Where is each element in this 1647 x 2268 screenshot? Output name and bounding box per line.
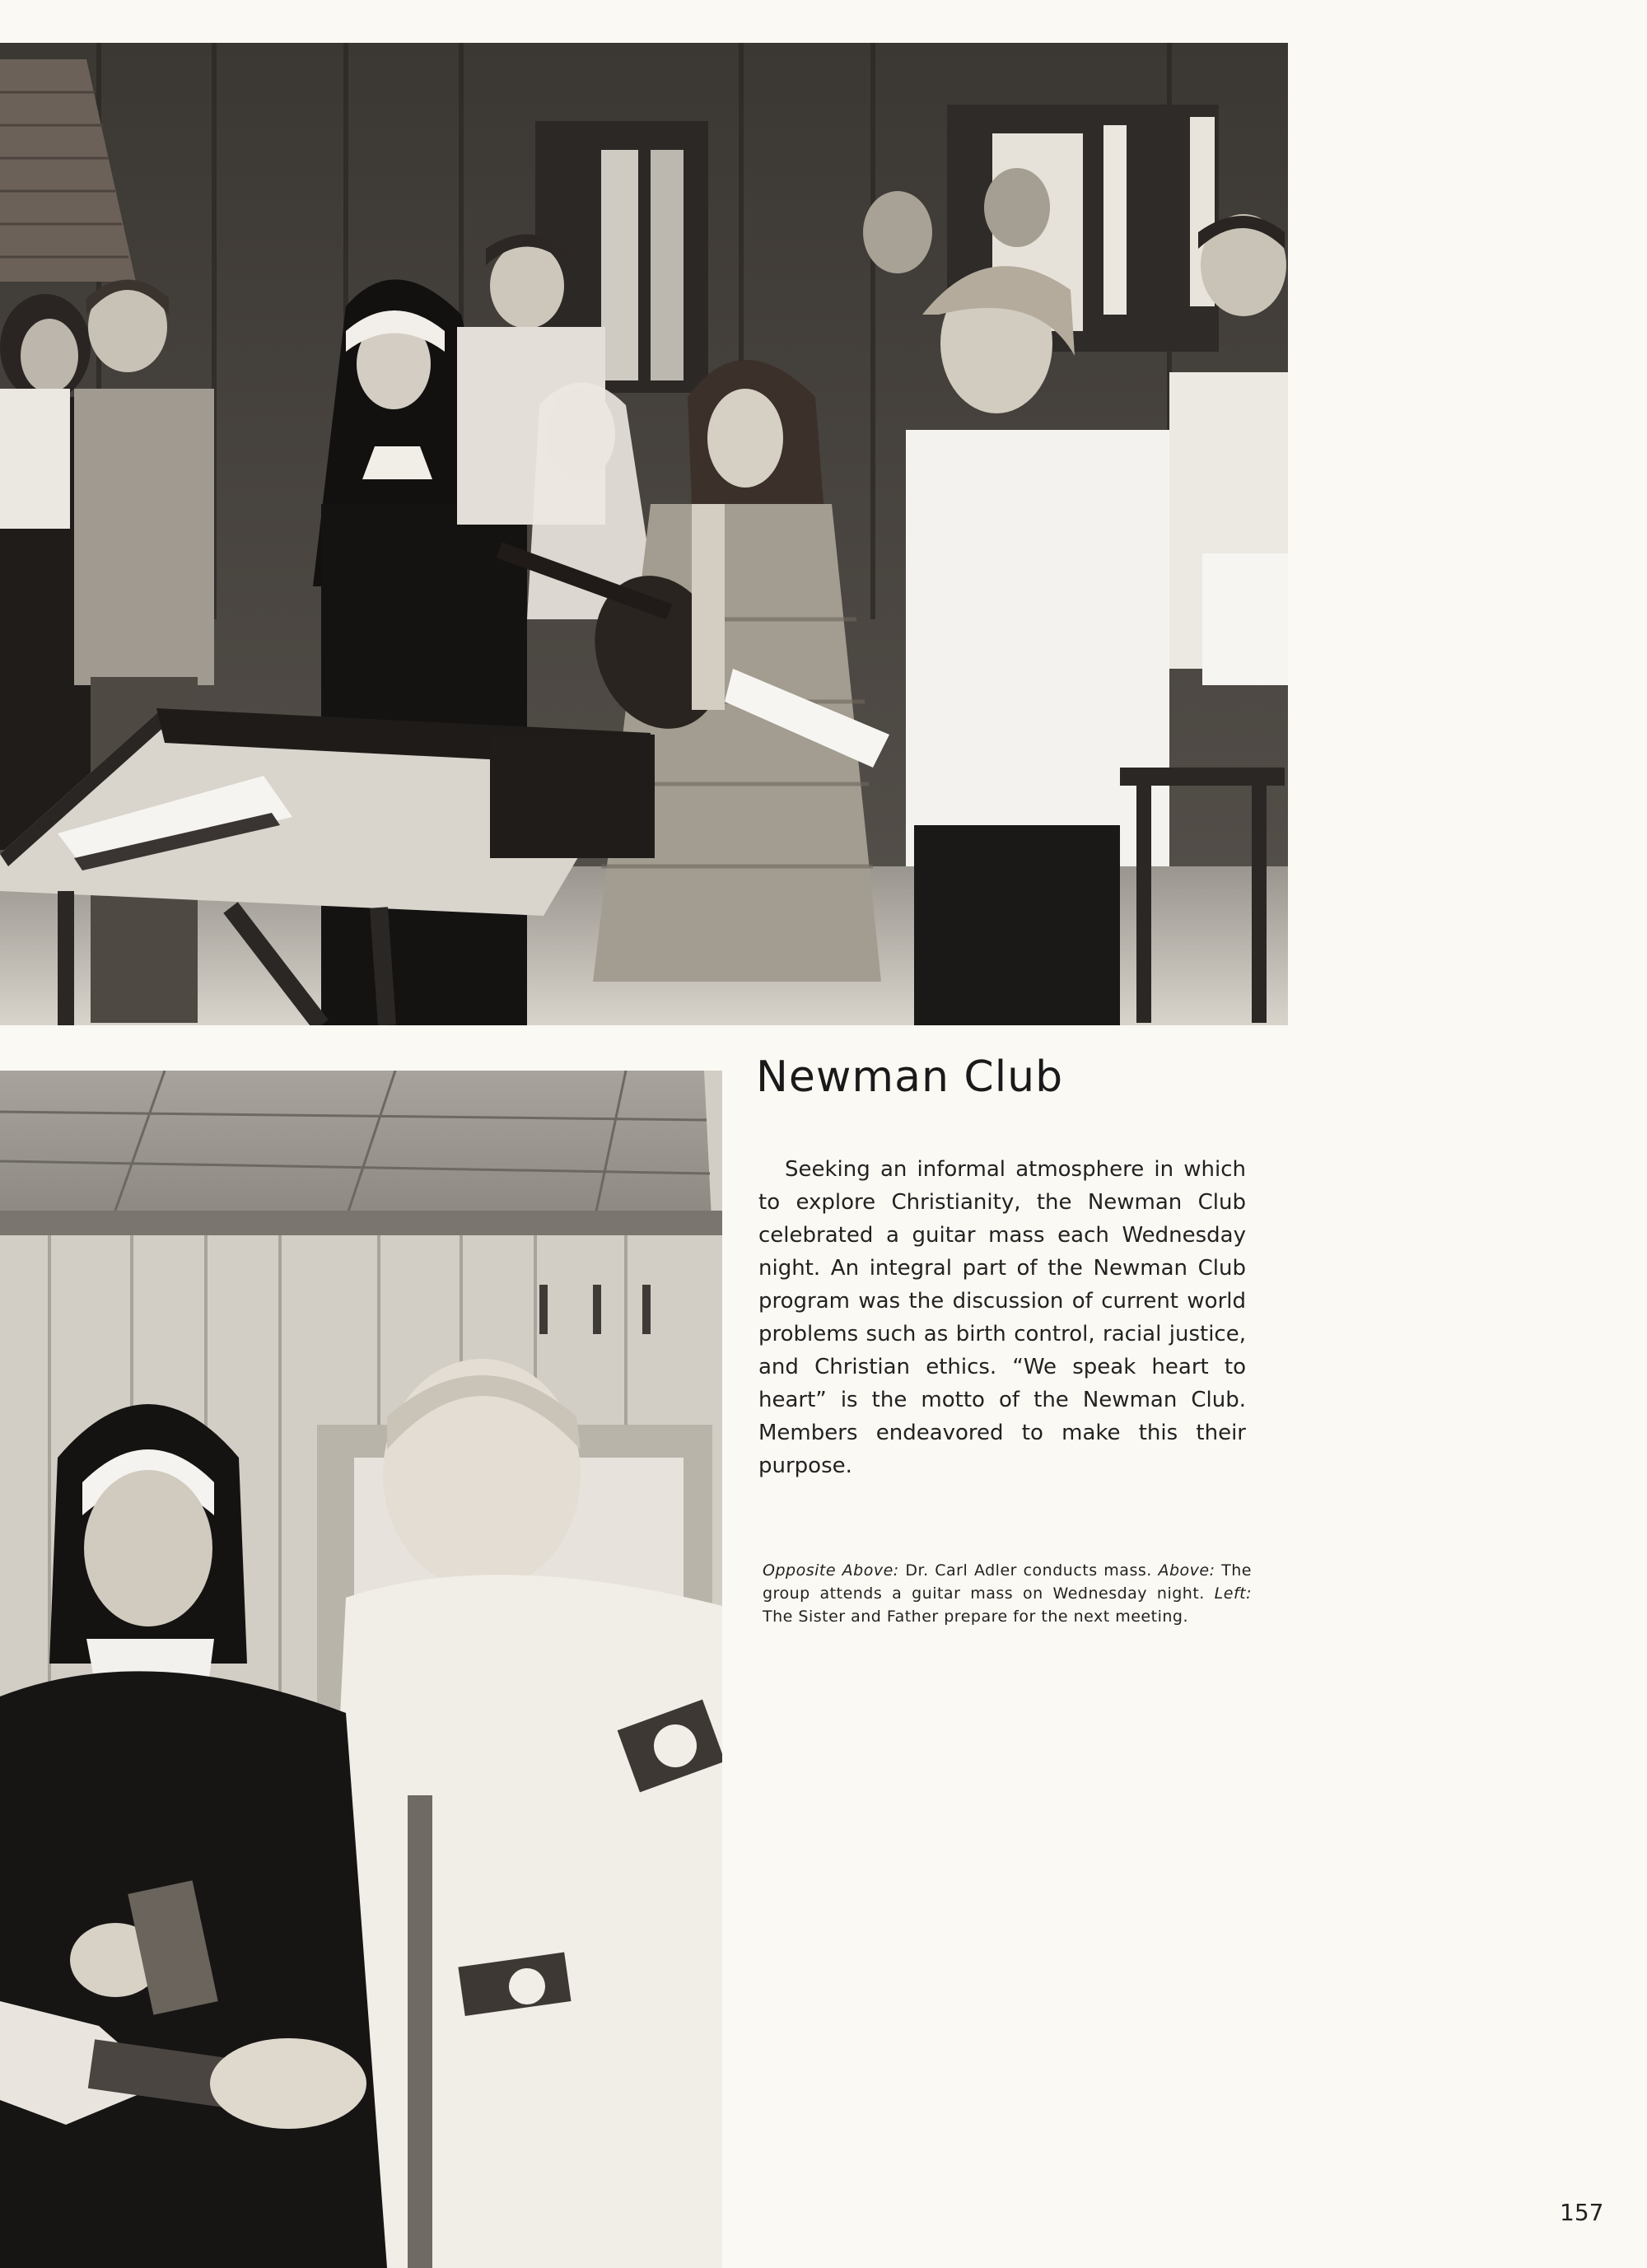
caption-text-above: The group attends a guitar mass on Wednesday night. <box>763 1561 1252 1603</box>
photo-caption <box>763 1559 1252 1628</box>
caption-label-opposite-above: Opposite Above: <box>763 1561 899 1580</box>
photo-sister-and-father <box>0 1071 722 2268</box>
caption-text-opposite-above: Dr. Carl Adler conducts mass. <box>898 1561 1159 1580</box>
caption-text-left: The Sister and Father prepare for the next meeting. <box>763 1608 1188 1626</box>
page-number: 157 <box>1560 2199 1604 2226</box>
article-body: Seeking an informal atmosphere in which to explore Christianity, the Newman Club celebrated a guitar mass each Wednesday night. An integral part of the Newman Club program was the discussion of current world problems such as birth control, racial justice, and Christian ethics. “We speak heart to heart” is the motto of the Newman Club. Members endeavored to make this their purpose. <box>758 1157 1246 1478</box>
photo-guitar-mass <box>0 43 1288 1025</box>
page-title: Newman Club <box>756 1052 1064 1102</box>
caption-label-left: Left: <box>1214 1584 1252 1603</box>
photo-sister-and-father-image <box>0 1071 722 2268</box>
caption-label-above: Above: <box>1158 1561 1215 1580</box>
photo-guitar-mass-image <box>0 43 1288 1025</box>
